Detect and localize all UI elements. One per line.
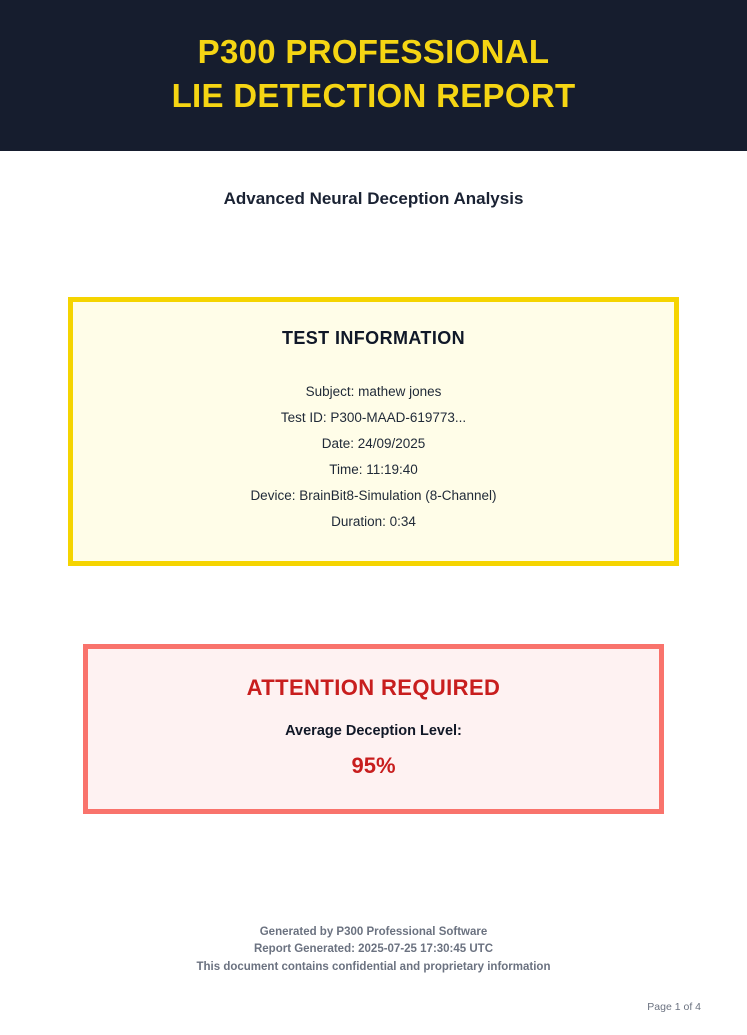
deception-level-label: Average Deception Level:	[285, 722, 462, 739]
page-title	[20, 30, 727, 117]
test-info-test-id: Test ID: P300-MAAD-619773...	[280, 410, 467, 425]
test-information-box	[68, 297, 679, 565]
footer-confidentiality-notice: This document contains confidential and proprietary information	[196, 961, 551, 974]
report-header	[0, 0, 747, 151]
test-info-date: Date: 24/09/2025	[321, 435, 426, 451]
report-footer	[0, 924, 747, 977]
test-info-duration: Duration: 0:34	[331, 513, 416, 529]
attention-required-box	[83, 644, 664, 814]
alert-title: ATTENTION REQUIRED	[246, 674, 501, 700]
test-info-subject: Subject: mathew jones	[305, 384, 442, 400]
test-info-device: Device: BrainBit8-Simulation (8-Channel)	[250, 487, 497, 503]
report-subtitle: Advanced Neural Deception Analysis	[223, 189, 524, 209]
footer-generated-at: Report Generated: 2025-07-25 17:30:45 UTC	[253, 943, 494, 956]
page-title-line-1: P300 PROFESSIONAL	[197, 33, 550, 70]
page-title-line-2: LIE DETECTION REPORT	[171, 76, 576, 114]
footer-generated-by: Generated by P300 Professional Software	[259, 925, 488, 938]
test-info-time: Time: 11:19:40	[329, 461, 418, 477]
deception-level-value: 95%	[351, 752, 396, 778]
page-indicator: Page 1 of 4	[647, 1001, 701, 1013]
test-information-title: TEST INFORMATION	[281, 328, 466, 349]
